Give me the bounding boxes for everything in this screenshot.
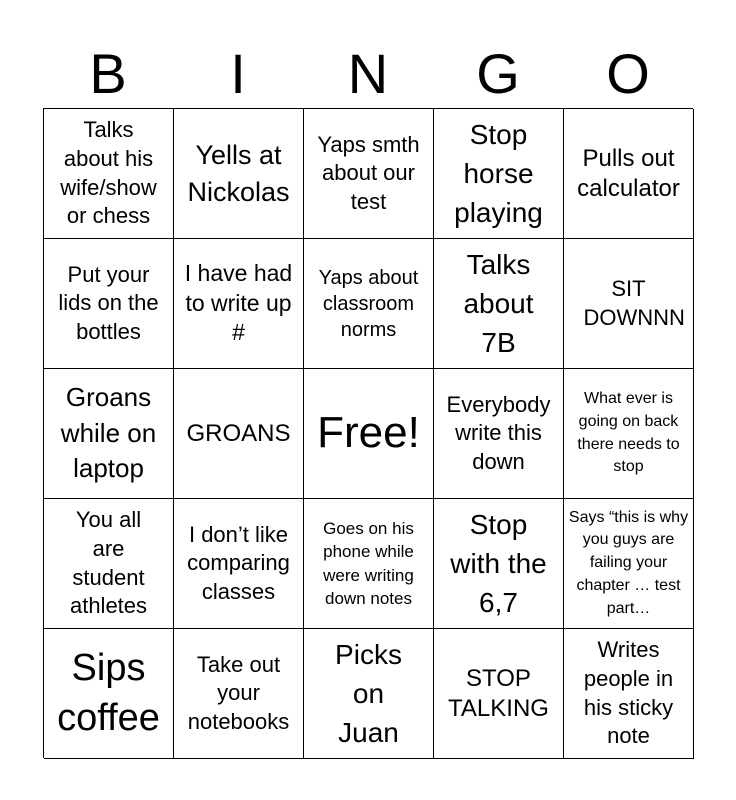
- bingo-cell[interactable]: [564, 239, 694, 369]
- bingo-cell[interactable]: [564, 499, 694, 629]
- cell-text: Yaps smth about our test: [317, 131, 420, 214]
- header-letter-n: N: [347, 42, 389, 105]
- header-letter-i: I: [230, 42, 246, 105]
- bingo-cell[interactable]: [434, 629, 564, 759]
- cell-text: STOP TALKING: [448, 665, 549, 722]
- header-letter-o: O: [606, 42, 650, 105]
- cell-text: Sips coffee: [57, 647, 160, 739]
- cell-text: Take out your notebooks: [187, 651, 290, 734]
- bingo-cell[interactable]: [564, 369, 694, 499]
- free-space[interactable]: [304, 369, 434, 499]
- bingo-cell[interactable]: [434, 109, 564, 239]
- cell-text: Writes people in his sticky note: [583, 637, 674, 749]
- cell-text: SIT DOWNNN: [583, 275, 685, 330]
- bingo-cell[interactable]: [564, 109, 694, 239]
- bingo-cell[interactable]: [174, 369, 304, 499]
- header-letter-b: B: [89, 42, 127, 105]
- bingo-cell[interactable]: [434, 369, 564, 499]
- cell-text: Free!: [317, 408, 420, 458]
- bingo-board: [43, 108, 693, 758]
- bingo-cell[interactable]: [434, 499, 564, 629]
- cell-text: Stop with the 6,7: [450, 508, 547, 619]
- cell-text: Talks about his wife/show or chess: [60, 117, 157, 229]
- bingo-cell[interactable]: [44, 369, 174, 499]
- cell-text: What ever is going on back there needs to stop: [577, 390, 680, 476]
- bingo-cell[interactable]: [304, 239, 434, 369]
- bingo-cell[interactable]: [304, 499, 434, 629]
- cell-text: Picks on Juan: [335, 638, 402, 749]
- bingo-cell[interactable]: [44, 109, 174, 239]
- cell-text: Stop horse playing: [454, 118, 543, 229]
- cell-text: Goes on his phone while were writing down notes: [323, 518, 414, 608]
- bingo-cell[interactable]: [174, 499, 304, 629]
- cell-text: Everybody write this down: [446, 391, 551, 474]
- bingo-cell[interactable]: [564, 629, 694, 759]
- cell-text: You all are student athletes: [69, 507, 148, 619]
- cell-text: GROANS: [186, 419, 291, 447]
- cell-text: Pulls out calculator: [577, 145, 680, 202]
- cell-text: Says “this is why you guys are failing your chapter … test part…: [568, 508, 689, 617]
- cell-text: Yaps about classroom norms: [318, 266, 419, 341]
- cell-text: I have had to write up #: [184, 259, 293, 346]
- cell-text: Yells at Nickolas: [187, 140, 290, 207]
- bingo-cell[interactable]: [44, 499, 174, 629]
- bingo-cell[interactable]: [304, 629, 434, 759]
- cell-text: I don’t like comparing classes: [187, 521, 290, 604]
- bingo-cell[interactable]: [174, 629, 304, 759]
- header-letter-g: G: [476, 42, 520, 105]
- bingo-cell[interactable]: [174, 109, 304, 239]
- cell-text: Groans while on laptop: [60, 381, 157, 484]
- bingo-cell[interactable]: [44, 629, 174, 759]
- bingo-cell[interactable]: [434, 239, 564, 369]
- bingo-cell[interactable]: [174, 239, 304, 369]
- bingo-cell[interactable]: [304, 109, 434, 239]
- cell-text: Put your lids on the bottles: [58, 261, 159, 344]
- bingo-cell[interactable]: [44, 239, 174, 369]
- cell-text: Talks about 7B: [463, 248, 534, 359]
- bingo-header: [43, 38, 693, 110]
